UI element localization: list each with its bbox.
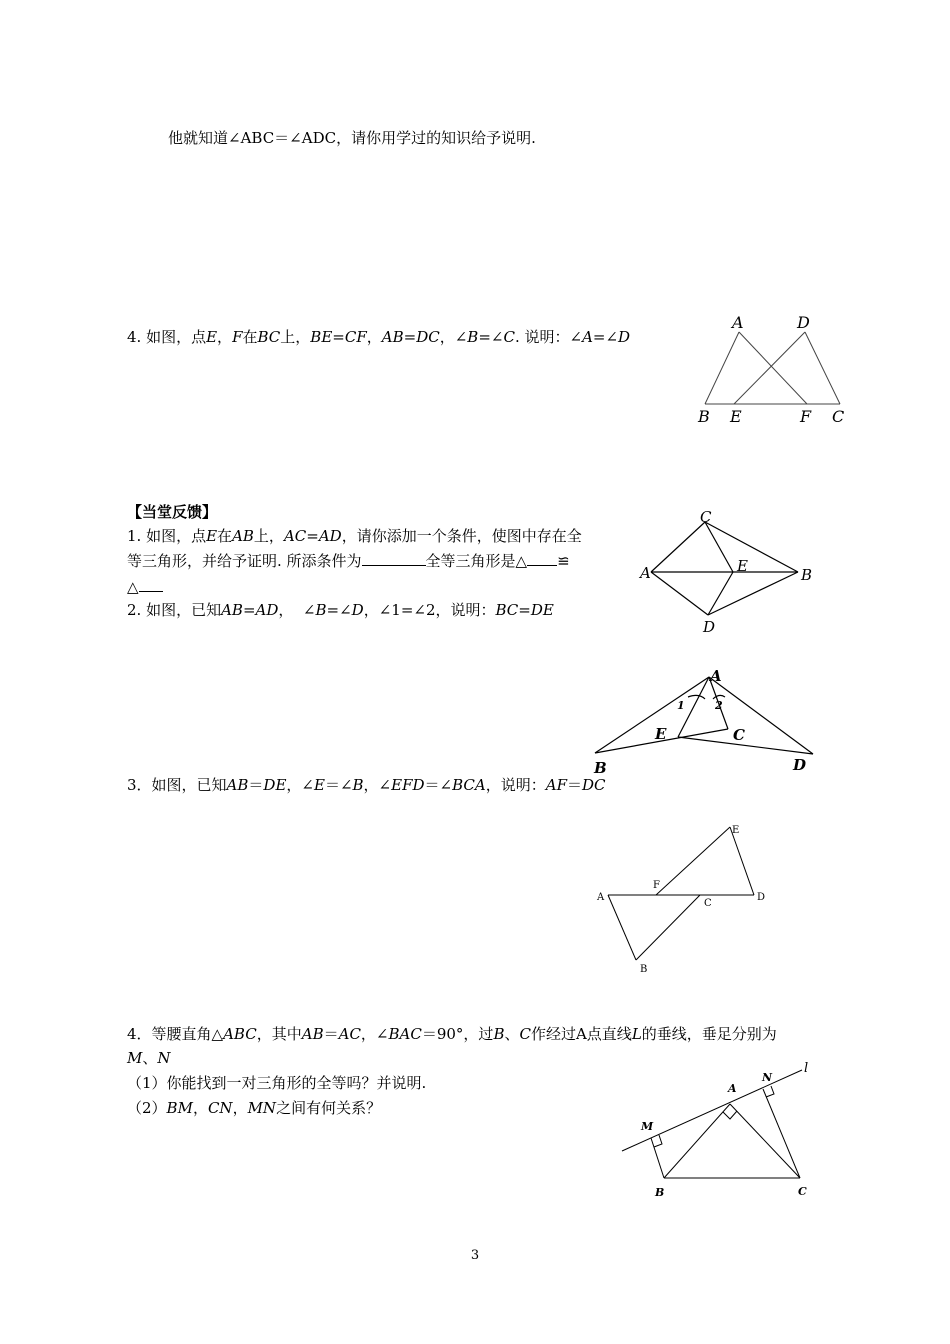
f1-text-b: 全等三角形是△: [425, 552, 528, 570]
label-E: E: [655, 725, 667, 743]
label-N: N: [762, 1071, 773, 1084]
figure-feedback-2: [585, 665, 825, 780]
label-M: M: [641, 1120, 654, 1133]
answer-blank-triangle-2[interactable]: [139, 576, 163, 592]
label-E: E: [737, 557, 748, 575]
label-angle-2: 2: [715, 699, 723, 712]
label-E: E: [732, 825, 740, 836]
page-number: 3: [470, 1248, 480, 1263]
question-4-text: 4. 如图，点E，F在BC上，BE=CF，AB=DC，∠B=∠C. 说明：∠A=∠D: [127, 328, 631, 346]
label-F: F: [800, 407, 812, 426]
feedback-2-text: 2. 如图，已知AB=AD， ∠B=∠D，∠1=∠2，说明：BC=DE: [127, 601, 554, 619]
label-B: B: [640, 964, 648, 975]
label-B: B: [594, 759, 607, 777]
label-B: B: [655, 1186, 665, 1199]
answer-blank-condition[interactable]: [362, 550, 426, 566]
intro-line: 他就知道∠ABC＝∠ADC，请你用学过的知识给予说明.: [168, 129, 536, 147]
figure-feedback-1: [636, 508, 816, 638]
feedback-4-line1: 4．等腰直角△ABC，其中AB＝AC，∠BAC＝90°，过B、C作经过A点直线L的垂线，垂足分别为: [127, 1025, 777, 1043]
feedback-3-text: 3．如图，已知AB＝DE，∠E＝∠B，∠EFD＝∠BCA，说明：AF＝DC: [127, 776, 606, 794]
label-E: E: [730, 407, 742, 426]
label-F: F: [653, 880, 660, 891]
label-C: C: [704, 898, 712, 909]
q4-part: 4. 如图，点: [127, 328, 207, 346]
feedback-4-sub2: （2）BM，CN，MN之间有何关系？: [127, 1099, 382, 1117]
label-D: D: [797, 313, 810, 332]
f1-text-d: △: [127, 578, 139, 596]
label-A: A: [732, 313, 744, 332]
label-angle-1: 1: [677, 699, 685, 712]
f1-text-a: 等三角形，并给予证明. 所添条件为: [127, 552, 362, 570]
label-A: A: [728, 1082, 737, 1095]
answer-blank-triangle-1[interactable]: [527, 550, 557, 566]
figure-feedback-4: [615, 1060, 825, 1205]
feedback-4-line2: M、N: [127, 1049, 171, 1067]
label-l: l: [804, 1061, 809, 1076]
label-C: C: [798, 1185, 807, 1198]
f1-text-c: ≌: [557, 552, 570, 570]
feedback-1-line1: 1. 如图，点E在AB上，AC=AD，请你添加一个条件，使图中存在全: [127, 527, 582, 545]
label-A: A: [710, 667, 722, 685]
label-D: D: [757, 892, 766, 903]
label-C: C: [700, 508, 712, 526]
label-A: A: [640, 564, 651, 582]
feedback-4-sub1: （1）你能找到一对三角形的全等吗？并说明.: [127, 1074, 427, 1092]
feedback-1-line2: [127, 550, 570, 572]
label-B: B: [801, 566, 813, 584]
feedback-1-line3: [127, 576, 163, 598]
label-D: D: [793, 756, 807, 774]
section-title: 【当堂反馈】: [127, 503, 218, 521]
label-C: C: [832, 407, 845, 426]
label-B: B: [698, 407, 710, 426]
label-A: A: [597, 892, 605, 903]
label-C: C: [733, 726, 745, 744]
figure-feedback-3: [590, 815, 775, 980]
figure-q4-top: [690, 310, 860, 430]
label-D: D: [703, 618, 716, 636]
